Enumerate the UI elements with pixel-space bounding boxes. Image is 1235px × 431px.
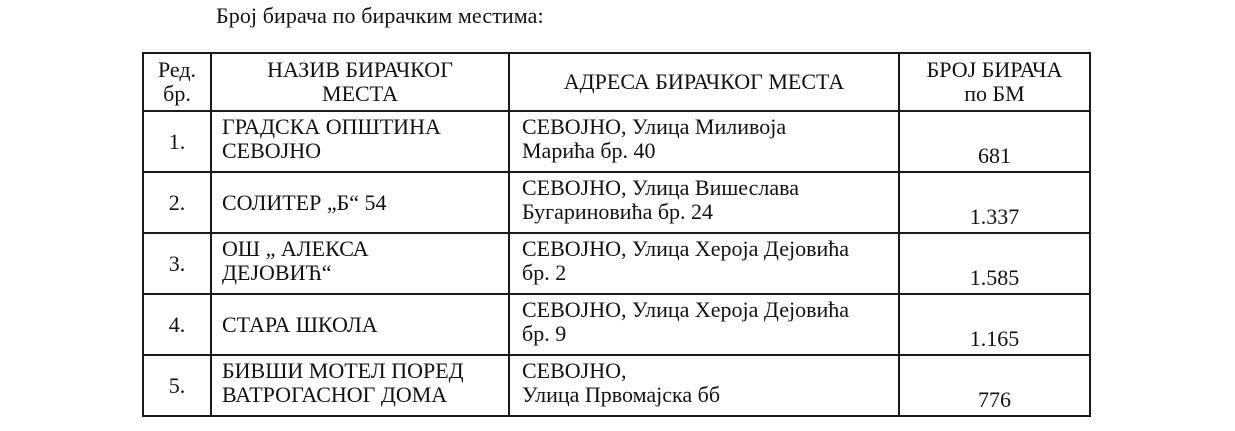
document-heading: Број бирача по бирачким местима:: [216, 3, 544, 28]
table-header-row: [143, 53, 1090, 111]
row-voter-count: 681: [899, 111, 1090, 172]
row-voter-count: 1.165: [899, 294, 1090, 355]
table-row: [143, 233, 1090, 294]
row-order-number: 1.: [143, 111, 211, 172]
row-voter-count: 776: [899, 355, 1090, 416]
table-row: [143, 172, 1090, 233]
row-station-address: СЕВОЈНО, Улица Хероја Дејовића бр. 2: [509, 233, 899, 294]
row-station-address: СЕВОЈНО, Улица Хероја Дејовића бр. 9: [509, 294, 899, 355]
row-station-address: СЕВОЈНО, Улица Првомајска бб: [509, 355, 899, 416]
row-station-name: СТАРА ШКОЛА: [211, 294, 509, 355]
table-row: [143, 111, 1090, 172]
header-voter-count: БРОЈ БИРАЧА по БМ: [899, 53, 1090, 111]
header-order-number: Ред. бр.: [143, 53, 211, 111]
row-order-number: 5.: [143, 355, 211, 416]
table-row: [143, 294, 1090, 355]
row-order-number: 2.: [143, 172, 211, 233]
row-station-name: ОШ „ АЛЕКСА ДЕЈОВИЋ“: [211, 233, 509, 294]
table-row: [143, 355, 1090, 416]
header-polling-station-name: НАЗИВ БИРАЧКОГ МЕСТА: [211, 53, 509, 111]
row-station-address: СЕВОЈНО, Улица Миливоја Марића бр. 40: [509, 111, 899, 172]
row-station-name: ГРАДСКА ОПШТИНА СЕВОЈНО: [211, 111, 509, 172]
row-station-name: СОЛИТЕР „Б“ 54: [211, 172, 509, 233]
row-voter-count: 1.585: [899, 233, 1090, 294]
polling-stations-table: [142, 52, 1091, 417]
row-order-number: 3.: [143, 233, 211, 294]
row-order-number: 4.: [143, 294, 211, 355]
row-station-address: СЕВОЈНО, Улица Вишеслава Бугариновића бр. 24: [509, 172, 899, 233]
header-polling-station-address: АДРЕСА БИРАЧКОГ МЕСТА: [509, 53, 899, 111]
row-voter-count: 1.337: [899, 172, 1090, 233]
row-station-name: БИВШИ МОТЕЛ ПОРЕД ВАТРОГАСНОГ ДОМА: [211, 355, 509, 416]
